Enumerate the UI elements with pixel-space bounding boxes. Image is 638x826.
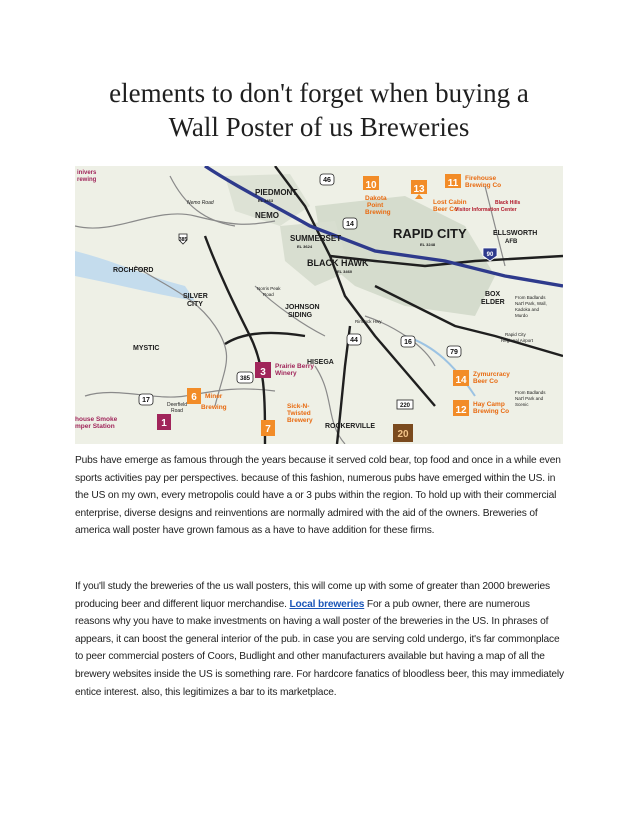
local-breweries-link[interactable]: Local breweries	[289, 598, 365, 610]
map-label-siding: SIDING	[288, 312, 313, 319]
svg-text:Beer Co: Beer Co	[433, 206, 458, 213]
svg-text:6: 6	[191, 392, 197, 403]
title-line-2: Wall Poster of us Breweries	[168, 112, 470, 142]
marker-hay-camp	[453, 400, 509, 416]
svg-text:385: 385	[178, 237, 188, 243]
svg-text:Firehouse: Firehouse	[465, 175, 497, 182]
map-label-from-badlands-2: From Badlands	[515, 390, 546, 395]
svg-text:79: 79	[450, 349, 458, 356]
brewery-map-image	[75, 166, 563, 444]
svg-text:1: 1	[161, 418, 167, 429]
map-label-box-elder-2: ELDER	[481, 299, 505, 306]
svg-text:Brewery: Brewery	[287, 417, 313, 424]
map-label-from-badlands-2c: Scenic	[515, 402, 529, 407]
map-label-hisega: HISEGA	[307, 359, 334, 366]
page-title	[40, 76, 598, 144]
map-label-mystic: MYSTIC	[133, 345, 160, 352]
svg-text:11: 11	[447, 178, 459, 189]
map-label-from-badlands-2b: Nat'l Park and	[515, 396, 544, 401]
svg-text:Twisted: Twisted	[287, 410, 311, 417]
map-label-norris-peak: Norris Peak	[257, 286, 281, 291]
svg-text:7: 7	[265, 424, 271, 435]
map-label-black-hawk-elev: EL 3460	[337, 269, 353, 274]
svg-text:13: 13	[413, 184, 425, 195]
svg-text:Lost Cabin: Lost Cabin	[433, 199, 467, 206]
svg-text:Beer Co: Beer Co	[473, 378, 498, 385]
shield-17	[139, 394, 153, 405]
svg-text:Visitor Information Center: Visitor Information Center	[455, 207, 517, 213]
map-label-box-elder: BOX	[485, 291, 501, 298]
map-label-johnson: JOHNSON	[285, 304, 320, 311]
shield-79	[447, 346, 461, 357]
svg-text:Hay Camp: Hay Camp	[473, 401, 505, 408]
map-label-rockerville: ROCKERVILLE	[325, 423, 376, 430]
svg-text:Miner: Miner	[205, 393, 223, 400]
svg-text:Brewing: Brewing	[201, 404, 227, 411]
map-label-top-left-2: rewing	[77, 177, 97, 183]
map-label-from-badlands-1d: Murdo	[515, 313, 528, 318]
map-label-ellsworth: ELLSWORTH	[493, 230, 538, 237]
svg-text:house Smoke: house Smoke	[75, 416, 118, 423]
map-label-nemo-road: Nemo Road	[187, 200, 214, 206]
map-label-airport-2: Regional Airport	[501, 338, 534, 343]
map-label-airport: Rapid City	[505, 332, 526, 337]
paragraph-1: Pubs have emerge as famous through the years because it served cold bear, top food and once in a while even sports activities pay per perspectives. because of this fashion, numerous pubs have emerged within the US. in the US on my own, every metropolis could have a or 3 pubs within the region. To hold up with their commercial enterprise, diverse designs and reinventions are normally admired with the aid of the owners. Breweries of america wall poster have grown famous as a have to have addition for these firms.	[75, 455, 561, 537]
svg-text:Brewing Co: Brewing Co	[473, 408, 510, 415]
svg-text:90: 90	[486, 252, 494, 258]
svg-text:Point: Point	[367, 202, 384, 209]
svg-text:10: 10	[365, 180, 377, 191]
svg-text:220: 220	[399, 403, 411, 409]
svg-text:Zymurcracy: Zymurcracy	[473, 371, 510, 378]
svg-text:Winery: Winery	[275, 370, 297, 377]
svg-text:14: 14	[346, 221, 354, 228]
map-label-from-badlands-1: From Badlands	[515, 295, 546, 300]
svg-text:46: 46	[323, 177, 331, 184]
map-label-piedmont-elev: EL 3463	[258, 198, 274, 203]
svg-text:Black Hills: Black Hills	[495, 200, 521, 206]
svg-text:14: 14	[455, 375, 467, 386]
svg-text:Brewing: Brewing	[365, 209, 391, 216]
shield-220	[397, 400, 413, 409]
paragraph-2-text-b: For a pub owner, there are numerous reasons why you have to make investments on having a wall poster of the breweries in the US. In phrases of appears, it can boost the general interior of the pub. in case you are serving cold undergo, it's far commonplace to peer commercial posters of Coors, Budlight and other manufacturers available but having a map of all the brewery websites inside the US is something rare. For hardcore fanatics of bloodless beer, this may immediately entice interest. also, this legitimizes a bar to its marketplace.	[75, 598, 564, 698]
map-label-silver-city-2: CITY	[187, 301, 203, 308]
svg-text:3: 3	[260, 367, 266, 378]
shield-46	[320, 174, 334, 185]
paragraph-2	[75, 578, 565, 701]
map-label-black-hawk: BLACK HAWK	[307, 258, 369, 268]
svg-text:44: 44	[350, 337, 358, 344]
map-label-summerset-elev: EL 3624	[297, 244, 313, 249]
map-label-from-badlands-1b: Nat'l Park, Wall,	[515, 301, 547, 306]
shield-14	[343, 218, 357, 229]
svg-text:385: 385	[239, 376, 251, 382]
map-label-deerfield-2: Road	[171, 408, 183, 414]
paragraph-2-text-a: If you'll study the breweries of the us wall posters, this will come up with some of greater than 2000 breweries producing beer and different liquor merchandise.	[75, 581, 550, 610]
svg-text:20: 20	[397, 429, 409, 440]
map-label-summerset: SUMMERSET	[290, 234, 342, 243]
map-label-top-left-1: inivers	[77, 170, 97, 176]
shield-44	[347, 334, 361, 345]
svg-text:Brewing Co: Brewing Co	[465, 182, 502, 189]
map-label-rochford: ROCHFORD	[113, 267, 154, 274]
marker-firehouse	[445, 174, 501, 189]
map-label-ellsworth-afb: AFB	[505, 239, 518, 245]
shield-385	[179, 234, 188, 244]
map-label-rapid-city: RAPID CITY	[393, 226, 467, 241]
svg-text:17: 17	[142, 397, 150, 404]
map-label-norris-peak-2: Road	[263, 292, 274, 297]
svg-text:Dakota: Dakota	[365, 195, 387, 202]
map-label-from-badlands-1c: Kadoka and	[515, 307, 540, 312]
map-label-piedmont: PIEDMONT	[255, 188, 298, 197]
svg-text:Sick-N-: Sick-N-	[287, 403, 310, 410]
map-label-nemo: NEMO	[255, 211, 279, 220]
svg-text:mper Station: mper Station	[75, 423, 115, 430]
shield-385b	[237, 372, 253, 383]
title-line-1: elements to don't forget when buying a	[109, 78, 529, 108]
shield-16	[401, 336, 415, 347]
svg-text:16: 16	[404, 339, 412, 346]
svg-text:12: 12	[455, 405, 467, 416]
map-label-deerfield: Deerfield	[167, 402, 188, 408]
svg-text:Prairie Berry: Prairie Berry	[275, 363, 315, 370]
map-label-rimrock: Rimrock Hwy	[355, 319, 382, 324]
map-label-silver-city: SILVER	[183, 293, 208, 300]
map-label-rapid-city-elev: EL 3248	[420, 242, 436, 247]
marker-20	[393, 424, 413, 442]
